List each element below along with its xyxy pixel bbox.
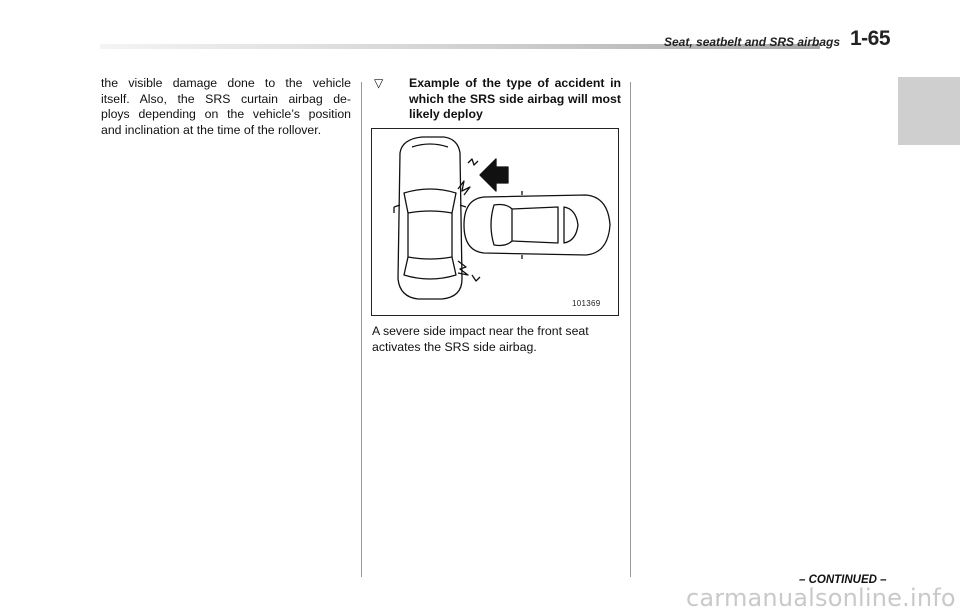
impact-burst xyxy=(458,181,470,195)
left-column-paragraph xyxy=(101,76,351,138)
watermark-text: carmanualsonline.info xyxy=(686,584,956,612)
impact-arrow xyxy=(480,159,508,191)
chapter-tab xyxy=(898,77,960,145)
paragraph-line: itself. Also, the SRS curtain airbag de- xyxy=(101,91,351,106)
example-heading-text: Example of the type of accident in which the SRS side airbag will most likely deploy xyxy=(409,76,621,121)
striking-car-windshield xyxy=(491,205,512,246)
accident-illustration xyxy=(371,128,619,316)
section-title: Seat, seatbelt and SRS airbags xyxy=(664,35,841,49)
side-impact-diagram-icon xyxy=(372,129,618,315)
striking-car-body xyxy=(464,195,610,255)
page-number: 1-65 xyxy=(850,27,891,50)
struck-car-windshield xyxy=(404,189,456,213)
struck-car-rear-window xyxy=(404,257,456,279)
column-divider-right xyxy=(630,82,631,577)
figure-caption: A severe side impact near the front seat activates the SRS side airbag. xyxy=(372,324,589,354)
triangle-marker-icon: ▽ xyxy=(374,76,384,90)
continued-label: – CONTINUED – xyxy=(799,574,887,586)
striking-car-rear-window xyxy=(564,207,578,243)
paragraph-line: and inclination at the time of the rollover. xyxy=(101,122,322,137)
impact-burst xyxy=(458,261,468,275)
paragraph-line: ploys depending on the vehicle’s position xyxy=(101,107,351,121)
figure-id: 101369 xyxy=(572,299,601,308)
column-divider-left xyxy=(361,82,362,577)
paragraph-line: the visible damage done to the vehicle xyxy=(101,76,351,90)
